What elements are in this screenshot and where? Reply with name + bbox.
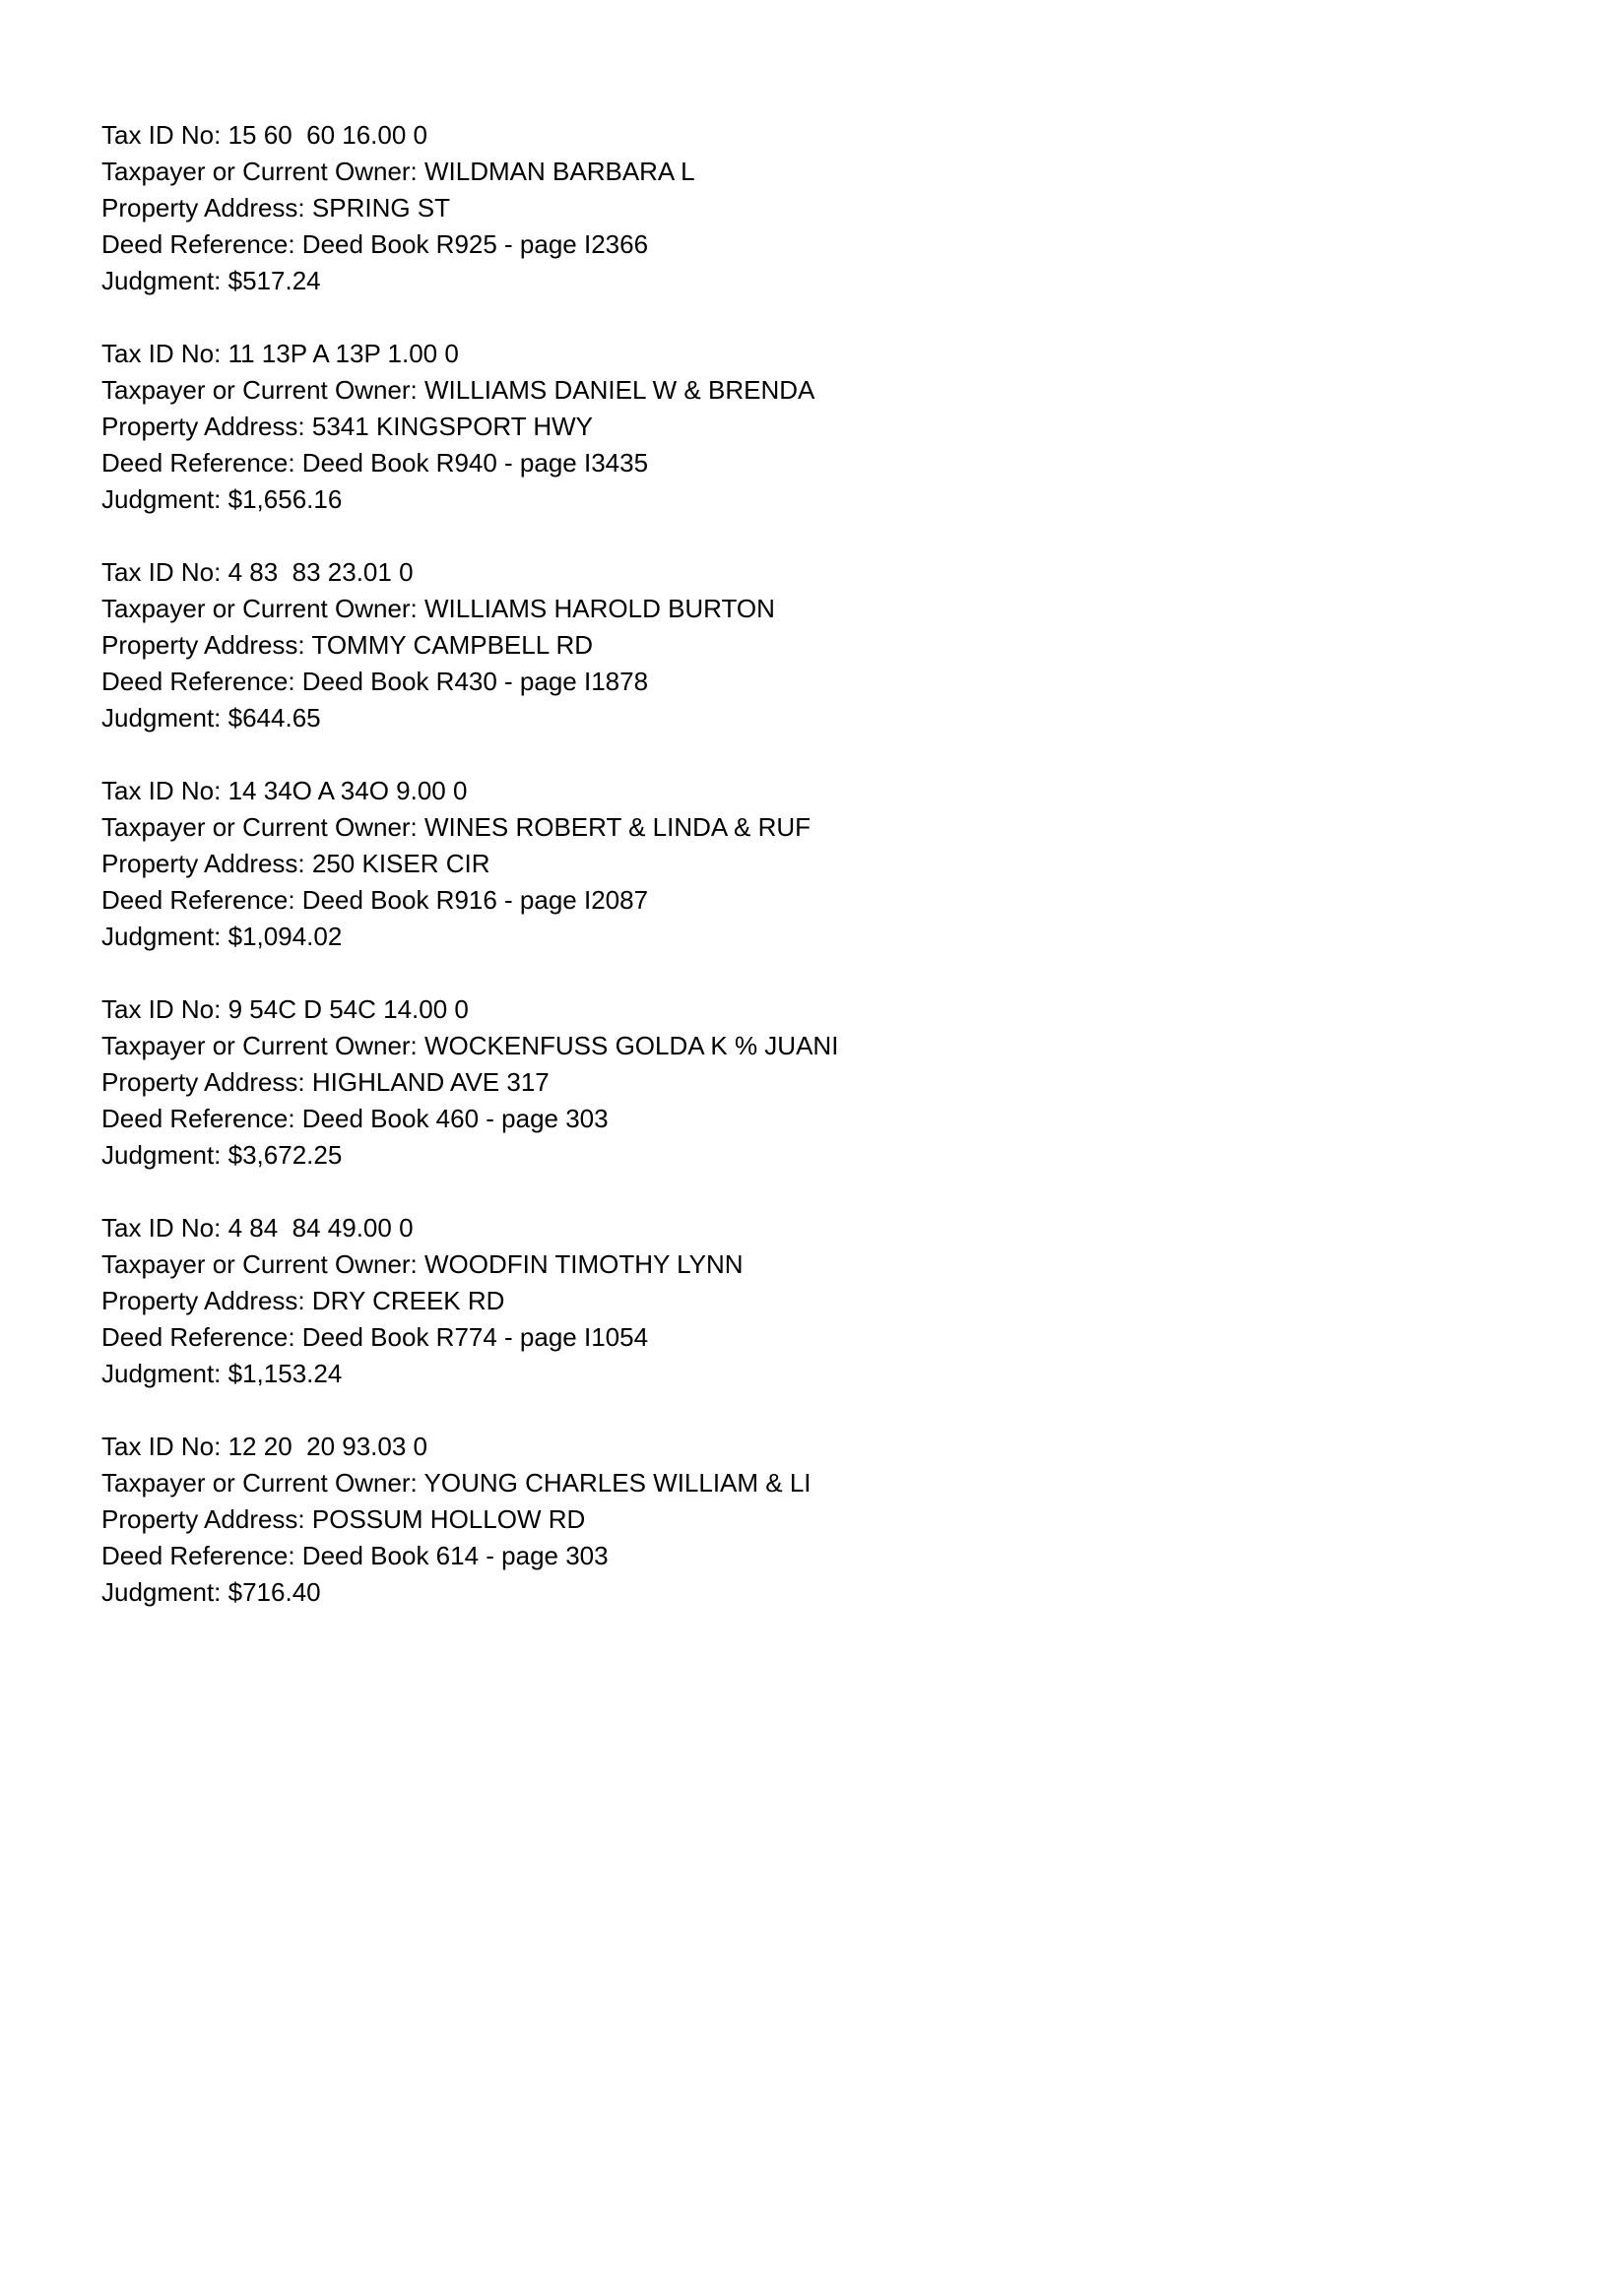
deed-reference-value: Deed Book R430 - page I1878 bbox=[301, 667, 649, 696]
tax-record bbox=[101, 1429, 1565, 1611]
tax-id-label: Tax ID No: bbox=[101, 994, 228, 1024]
property-address-line bbox=[101, 846, 1565, 882]
judgment-value: $1,094.02 bbox=[227, 922, 343, 951]
judgment-value: $1,153.24 bbox=[227, 1359, 343, 1388]
owner-label: Taxpayer or Current Owner: bbox=[101, 375, 425, 405]
tax-id-value: 14 34O A 34O 9.00 0 bbox=[227, 776, 468, 805]
property-address-label: Property Address: bbox=[101, 849, 312, 878]
tax-id-line bbox=[101, 117, 1565, 154]
owner-value: WOCKENFUSS GOLDA K % JUANI bbox=[424, 1031, 839, 1060]
deed-reference-line bbox=[101, 882, 1565, 919]
owner-line bbox=[101, 154, 1565, 190]
tax-record bbox=[101, 336, 1565, 518]
tax-id-label: Tax ID No: bbox=[101, 120, 228, 150]
tax-record bbox=[101, 991, 1565, 1174]
judgment-value: $644.65 bbox=[227, 703, 321, 733]
deed-reference-label: Deed Reference: bbox=[101, 1541, 302, 1570]
owner-value: WILLIAMS DANIEL W & BRENDA bbox=[424, 375, 815, 405]
tax-id-value: 9 54C D 54C 14.00 0 bbox=[227, 994, 469, 1024]
judgment-line bbox=[101, 919, 1565, 955]
deed-reference-line bbox=[101, 445, 1565, 481]
deed-reference-line bbox=[101, 1538, 1565, 1574]
owner-label: Taxpayer or Current Owner: bbox=[101, 1468, 424, 1498]
deed-reference-value: Deed Book 614 - page 303 bbox=[301, 1541, 609, 1570]
tax-record bbox=[101, 773, 1565, 955]
tax-id-label: Tax ID No: bbox=[101, 776, 228, 805]
property-address-line bbox=[101, 627, 1565, 664]
property-address-line bbox=[101, 409, 1565, 445]
tax-id-line bbox=[101, 336, 1565, 372]
property-address-value: SPRING ST bbox=[311, 193, 451, 223]
tax-record bbox=[101, 1210, 1565, 1392]
owner-value: WILDMAN BARBARA L bbox=[424, 157, 695, 186]
owner-label: Taxpayer or Current Owner: bbox=[101, 157, 425, 186]
owner-label: Taxpayer or Current Owner: bbox=[101, 594, 425, 623]
owner-value: WINES ROBERT & LINDA & RUF bbox=[424, 812, 812, 842]
owner-value: YOUNG CHARLES WILLIAM & LI bbox=[423, 1468, 812, 1498]
property-address-label: Property Address: bbox=[101, 1067, 312, 1097]
property-address-label: Property Address: bbox=[101, 193, 312, 223]
property-address-line bbox=[101, 1064, 1565, 1101]
deed-reference-label: Deed Reference: bbox=[101, 885, 302, 915]
property-address-line bbox=[101, 1283, 1565, 1319]
property-address-line bbox=[101, 190, 1565, 226]
owner-value: WOODFIN TIMOTHY LYNN bbox=[424, 1249, 744, 1279]
deed-reference-label: Deed Reference: bbox=[101, 229, 302, 259]
tax-id-label: Tax ID No: bbox=[101, 557, 228, 587]
judgment-value: $517.24 bbox=[227, 266, 321, 295]
deed-reference-value: Deed Book R916 - page I2087 bbox=[301, 885, 649, 915]
judgment-label: Judgment: bbox=[101, 1359, 228, 1388]
judgment-label: Judgment: bbox=[101, 1140, 228, 1170]
tax-id-value: 4 84 84 49.00 0 bbox=[227, 1213, 414, 1243]
deed-reference-line bbox=[101, 1101, 1565, 1137]
owner-value: WILLIAMS HAROLD BURTON bbox=[424, 594, 775, 623]
deed-reference-value: Deed Book R774 - page I1054 bbox=[301, 1322, 649, 1352]
owner-label: Taxpayer or Current Owner: bbox=[101, 1249, 425, 1279]
judgment-line bbox=[101, 263, 1565, 299]
owner-line bbox=[101, 1465, 1565, 1501]
property-address-label: Property Address: bbox=[101, 630, 312, 660]
tax-id-line bbox=[101, 1429, 1565, 1465]
judgment-label: Judgment: bbox=[101, 703, 228, 733]
property-address-value: HIGHLAND AVE 317 bbox=[311, 1067, 550, 1097]
deed-reference-line bbox=[101, 1319, 1565, 1356]
tax-id-value: 12 20 20 93.03 0 bbox=[227, 1432, 427, 1461]
owner-line bbox=[101, 809, 1565, 846]
judgment-label: Judgment: bbox=[101, 1577, 228, 1607]
deed-reference-label: Deed Reference: bbox=[101, 448, 302, 478]
records-list bbox=[101, 117, 1565, 1611]
tax-id-value: 15 60 60 16.00 0 bbox=[227, 120, 427, 150]
judgment-label: Judgment: bbox=[101, 266, 228, 295]
owner-line bbox=[101, 1246, 1565, 1283]
property-address-label: Property Address: bbox=[101, 1286, 312, 1315]
property-address-value: 5341 KINGSPORT HWY bbox=[311, 412, 594, 441]
deed-reference-label: Deed Reference: bbox=[101, 1104, 302, 1133]
deed-reference-value: Deed Book R925 - page I2366 bbox=[301, 229, 649, 259]
tax-record bbox=[101, 554, 1565, 736]
judgment-value: $716.40 bbox=[227, 1577, 321, 1607]
tax-id-line bbox=[101, 554, 1565, 591]
judgment-line bbox=[101, 1574, 1565, 1611]
judgment-line bbox=[101, 1137, 1565, 1174]
judgment-value: $3,672.25 bbox=[227, 1140, 343, 1170]
owner-label: Taxpayer or Current Owner: bbox=[101, 1031, 425, 1060]
deed-reference-label: Deed Reference: bbox=[101, 667, 302, 696]
owner-line bbox=[101, 591, 1565, 627]
property-address-value: DRY CREEK RD bbox=[311, 1286, 505, 1315]
property-address-value: TOMMY CAMPBELL RD bbox=[311, 630, 594, 660]
tax-id-label: Tax ID No: bbox=[101, 1432, 228, 1461]
tax-id-label: Tax ID No: bbox=[101, 339, 228, 368]
judgment-label: Judgment: bbox=[101, 484, 228, 514]
judgment-line bbox=[101, 700, 1565, 736]
tax-id-value: 11 13P A 13P 1.00 0 bbox=[227, 339, 459, 368]
tax-id-line bbox=[101, 1210, 1565, 1246]
judgment-label: Judgment: bbox=[101, 922, 228, 951]
tax-id-value: 4 83 83 23.01 0 bbox=[227, 557, 414, 587]
deed-reference-line bbox=[101, 226, 1565, 263]
property-address-value: POSSUM HOLLOW RD bbox=[311, 1504, 586, 1534]
deed-reference-line bbox=[101, 664, 1565, 700]
judgment-line bbox=[101, 1356, 1565, 1392]
deed-reference-value: Deed Book R940 - page I3435 bbox=[301, 448, 649, 478]
owner-label: Taxpayer or Current Owner: bbox=[101, 812, 425, 842]
owner-line bbox=[101, 1028, 1565, 1064]
tax-record bbox=[101, 117, 1565, 299]
tax-id-label: Tax ID No: bbox=[101, 1213, 228, 1243]
tax-id-line bbox=[101, 773, 1565, 809]
owner-line bbox=[101, 372, 1565, 409]
deed-reference-label: Deed Reference: bbox=[101, 1322, 302, 1352]
judgment-value: $1,656.16 bbox=[227, 484, 343, 514]
judgment-line bbox=[101, 481, 1565, 518]
property-address-label: Property Address: bbox=[101, 1504, 312, 1534]
property-address-label: Property Address: bbox=[101, 412, 312, 441]
tax-id-line bbox=[101, 991, 1565, 1028]
property-address-value: 250 KISER CIR bbox=[311, 849, 490, 878]
deed-reference-value: Deed Book 460 - page 303 bbox=[301, 1104, 609, 1133]
property-address-line bbox=[101, 1501, 1565, 1538]
